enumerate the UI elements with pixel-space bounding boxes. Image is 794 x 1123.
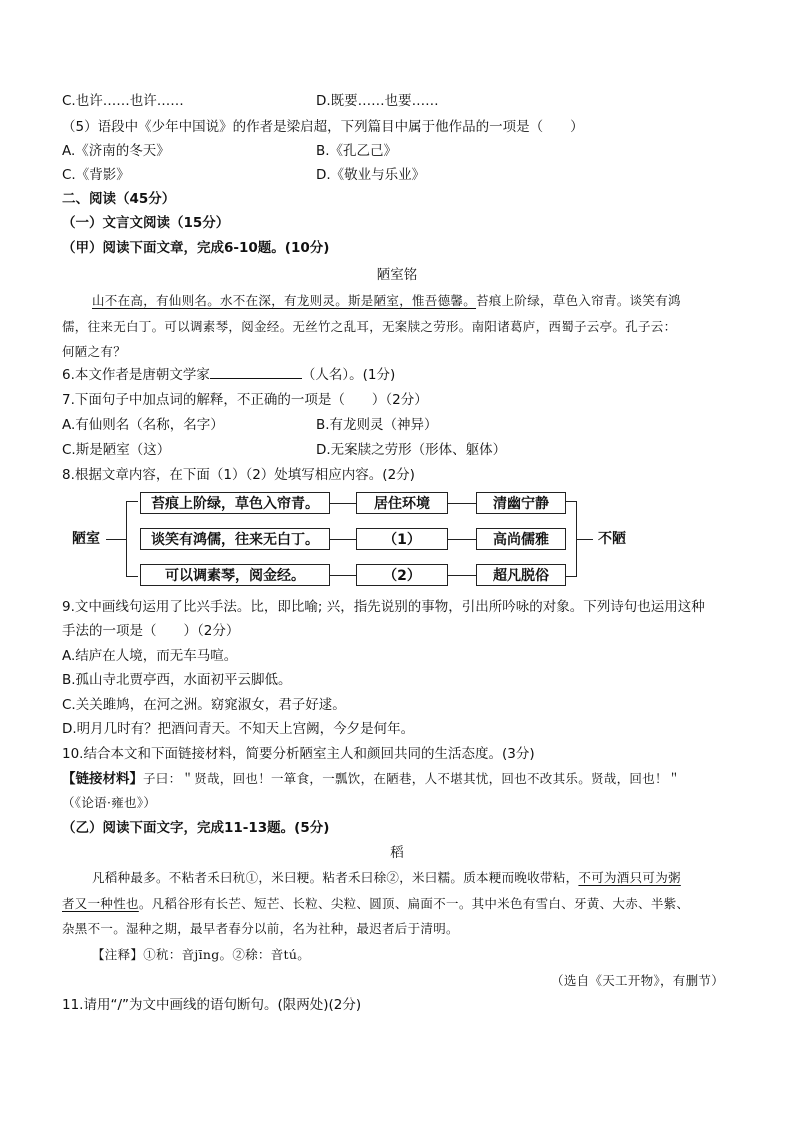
- left-bracket: [126, 501, 138, 577]
- q9-stem-line-2: 手法的一项是（ ）（2分）: [62, 623, 240, 639]
- passage2-source: （选自《天工开物》，有删节）: [551, 973, 724, 988]
- link-label: 【链接材料】: [62, 771, 143, 787]
- connector: [330, 503, 356, 504]
- left-bracket-stub: [106, 539, 126, 540]
- diagram-left-label: 陋室: [72, 531, 100, 547]
- q7-option-a: A.有仙则名（名称，名字）: [62, 417, 224, 433]
- part-a-title: （甲）阅读下面文章，完成6-10题。(10分): [62, 240, 330, 256]
- underlined-segment-2: 者又一种性也: [62, 896, 139, 911]
- link-material: [62, 770, 681, 788]
- diagram-right-label: 不陋: [598, 531, 626, 547]
- q7-option-b: B.有龙则灵（神异）: [316, 417, 438, 433]
- q8-diagram: [62, 492, 672, 588]
- passage2-line-1: [92, 869, 681, 887]
- diagram-result-box-2: 高尚儒雅: [476, 528, 566, 550]
- q5-option-b: B.《孔乙己》: [316, 143, 398, 159]
- passage-line-1: [92, 292, 681, 310]
- passage-line-1-rest: 苔痕上阶绿，草色入帘青。谈笑有鸿: [476, 293, 681, 308]
- passage2-line-2-rest: 。凡稻谷形有长芒、短芒、长粒、尖粒、圆顶、扁面不一。其中米色有雪白、牙黄、大赤、半紫、: [138, 896, 690, 911]
- passage-line-3: 何陋之有？: [62, 344, 127, 359]
- diagram-result-box-3: 超凡脱俗: [476, 564, 566, 586]
- q6: [62, 366, 395, 384]
- section-title: 二、阅读（45分）: [62, 191, 176, 207]
- diagram-text-box-2: 谈笑有鸿儒，往来无白丁。: [140, 528, 330, 550]
- part-b-title: （乙）阅读下面文字，完成11-13题。(5分): [62, 820, 330, 836]
- option-d: D.既要……也要……: [316, 93, 439, 109]
- q5-option-c: C.《背影》: [62, 167, 130, 183]
- link-text: 子曰：＂贤哉，回也！一箪食，一瓢饮，在陋巷，人不堪其忧，回也不改其乐。贤哉，回也！＂: [143, 771, 681, 786]
- passage-line-2: 儒，往来无白丁。可以调素琴，阅金经。无丝竹之乱耳，无案牍之劳形。南阳诸葛庐，西蜀子云亭。孔子云：: [62, 319, 677, 334]
- connector: [448, 503, 476, 504]
- diagram-middle-box-2[interactable]: （1）: [356, 528, 448, 550]
- q5-option-d: D.《敬业与乐业》: [316, 167, 426, 183]
- diagram-result-box-1: 清幽宁静: [476, 492, 566, 514]
- q9-option-d: D.明月几时有？把酒问青天。不知天上宫阙，今夕是何年。: [62, 721, 415, 737]
- q7-option-d: D.无案牍之劳形（形体、躯体）: [316, 442, 507, 458]
- q10-stem: 10.结合本文和下面链接材料，简要分析陋室主人和颜回共同的生活态度。(3分): [62, 746, 535, 762]
- q5-stem: （5）语段中《少年中国说》的作者是梁启超，下列篇目中属于他作品的一项是（ ）: [62, 119, 584, 135]
- q8-stem: 8.根据文章内容，在下面（1）（2）处填写相应内容。(2分): [62, 467, 415, 483]
- q6-pre: 6.本文作者是唐朝文学家: [62, 367, 210, 383]
- right-bracket-stub: [577, 539, 593, 540]
- answer-blank[interactable]: [210, 366, 302, 379]
- q9-option-a: A.结庐在人境，而无车马喧。: [62, 648, 238, 664]
- diagram-middle-box-3[interactable]: （2）: [356, 564, 448, 586]
- passage2-line-1-pre: 凡稻种最多。不粘者禾曰秔①，米曰粳。粘者禾曰稌②，米曰糯。质本粳而晚收带粘，: [92, 870, 579, 885]
- passage2-title: 稻: [390, 845, 404, 861]
- diagram-text-box-3: 可以调素琴，阅金经。: [140, 564, 330, 586]
- q7-option-c: C.斯是陋室（这）: [62, 442, 171, 458]
- diagram-middle-box-1: 居住环境: [356, 492, 448, 514]
- q5-option-a: A.《济南的冬天》: [62, 143, 170, 159]
- passage2-line-2: [62, 895, 689, 913]
- q9-option-b: B.孤山寺北贾亭西，水面初平云脚低。: [62, 672, 292, 688]
- connector: [448, 575, 476, 576]
- q9-stem-line-1: 9.文中画线句运用了比兴手法。比，即比喻; 兴，指先说别的事物，引出所吟咏的对象。下列诗句也运用这种: [62, 599, 705, 615]
- connector: [330, 575, 356, 576]
- q11-stem: 11.请用“/”为文中画线的语句断句。(限两处)(2分): [62, 997, 362, 1013]
- underlined-sentence: 山不在高，有仙则名。水不在深，有龙则灵。斯是陋室，惟吾德馨。: [92, 293, 477, 308]
- option-c: C.也许……也许……: [62, 93, 184, 109]
- q9-option-c: C.关关雎鸠，在河之洲。窈窕淑女，君子好逑。: [62, 697, 346, 713]
- passage2-line-3: 杂黑不一。湿种之期，最早者春分以前，名为社种，最迟者后于清明。: [62, 921, 459, 936]
- q6-post: （人名）。(1分): [301, 367, 396, 383]
- connector: [448, 539, 476, 540]
- passage-title: 陋室铭: [376, 267, 418, 283]
- right-bracket: [565, 501, 577, 577]
- underlined-segment-1: 不可为酒只可为粥: [578, 870, 681, 885]
- q7-stem: 7.下面句子中加点词的解释，不正确的一项是（ ）（2分）: [62, 392, 428, 408]
- diagram-text-box-1: 苔痕上阶绿，草色入帘青。: [140, 492, 330, 514]
- subsection-title: （一）文言文阅读（15分）: [62, 215, 230, 231]
- connector: [330, 539, 356, 540]
- annotation-note: 【注释】①秔：音jīng。②稌：音tú。: [92, 947, 310, 962]
- link-source: （《论语·雍也》）: [62, 795, 157, 810]
